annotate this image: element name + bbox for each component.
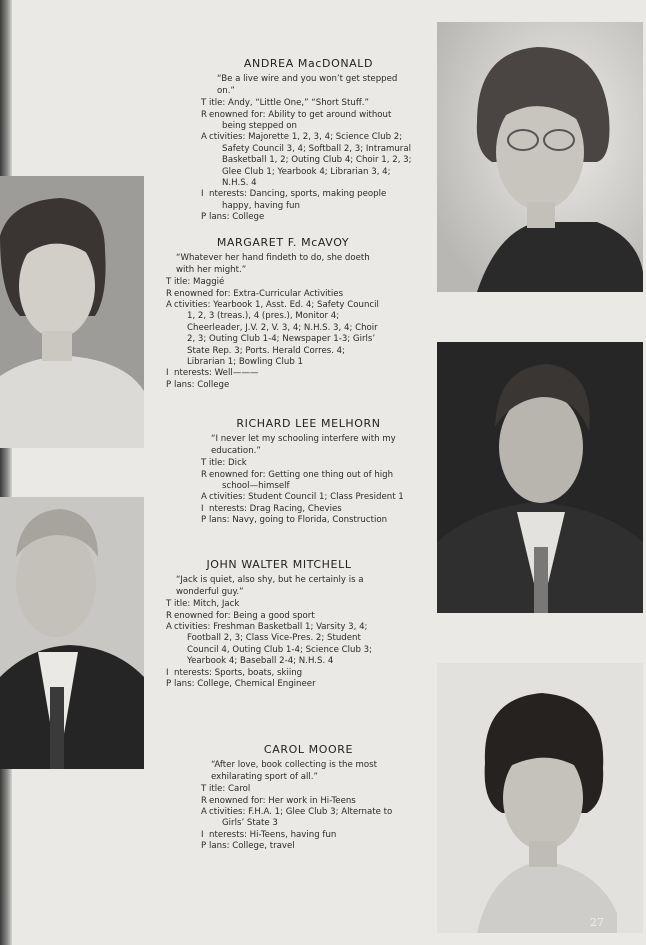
student-quote: “Be a live wire and you won’t get stepped on.” (217, 74, 398, 96)
page-number: 27 (590, 916, 604, 929)
entry-john-mitchell (166, 559, 382, 690)
field-title: T itle: Dick (201, 458, 247, 469)
student-name: ANDREA MacDONALD (243, 57, 374, 70)
student-name: JOHN WALTER MITCHELL (206, 558, 352, 571)
entry-andrea-macdonald (201, 58, 416, 224)
portrait-andrea-macdonald (437, 22, 643, 292)
student-quote: “Whatever her hand findeth to do, she doeth with her might.” (176, 253, 370, 275)
field-activities: A ctivities: Yearbook 1, Asst. Ed. 4; Safety Council 1, 2, 3 (treas.), 4 (pres.), Monitor 4; Cheerleader, J.V. 2, V. 3, 4; N.H.S. 3, 4; Choir 2, 3; Outing Club 1-4; Newspaper 1-3; Girls’ State Rep. 3; Ports. Herald Corres. 4; Librarian 1; Bowling Club 1 (166, 300, 379, 368)
student-name: MARGARET F. McAVOY (216, 236, 350, 249)
student-quote: “After love, book collecting is the most exhilarating sport of all.” (211, 760, 377, 782)
field-activities: A ctivities: Majorette 1, 2, 3, 4; Science Club 2; Safety Council 3, 4; Softball 2, 3; Intramural Basketball 1, 2; Outing Club 4; Choir 1, 2, 3; Glee Club 1; Yearbook 4; Librarian 3, 4; N.H.S. 4 (201, 132, 412, 189)
field-plans: P lans: College (166, 379, 230, 390)
field-interests: I nterests: Well——— (166, 368, 259, 379)
field-renowned: R enowned for: Getting one thing out of high school—himself (201, 469, 394, 492)
field-title: T itle: Carol (201, 784, 251, 795)
portrait-margaret-mcavoy (0, 176, 144, 448)
field-title: T itle: Maggié (166, 277, 225, 288)
field-renowned: R enowned for: Extra-Curricular Activities (166, 288, 344, 299)
field-interests: I nterests: Dancing, sports, making people happy, having fun (201, 189, 387, 211)
student-name: CAROL MOORE (263, 743, 354, 756)
portrait-carol-moore (437, 663, 643, 933)
field-activities: A ctivities: Freshman Basketball 1; Varsity 3, 4; Football 2, 3; Class Vice-Pres. 2; Student Council 4, Outing Club 1-4; Science Club 3; Yearbook 4; Baseball 2-4; N.H.S. 4 (166, 622, 373, 667)
field-interests: I nterests: Sports, boats, skiing (166, 667, 303, 678)
field-renowned: R enowned for: Her work in Hi-Teens (201, 795, 356, 806)
student-quote: “I never let my schooling interfere with my education.” (211, 434, 396, 456)
field-plans: P lans: College, travel (201, 841, 295, 852)
field-activities: A ctivities: F.H.A. 1; Glee Club 3; Alternate to Girls’ State 3 (201, 807, 393, 829)
field-interests: I nterests: Hi-Teens, having fun (201, 829, 337, 840)
field-activities: A ctivities: Student Council 1; Class President 1 (201, 492, 404, 503)
student-quote: “Jack is quiet, also shy, but he certainly is a wonderful guy.” (176, 575, 364, 597)
field-renowned: R enowned for: Being a good sport (166, 610, 315, 621)
portrait-richard-melhorn (437, 342, 643, 613)
entry-carol-moore (201, 744, 416, 853)
field-plans: P lans: College (201, 212, 265, 223)
field-title: T itle: Mitch, Jack (166, 599, 240, 610)
field-interests: I nterests: Drag Racing, Chevies (201, 503, 342, 514)
entry-richard-melhorn (201, 418, 416, 527)
field-plans: P lans: Navy, going to Florida, Construction (201, 515, 388, 526)
portrait-john-mitchell (0, 497, 144, 769)
field-plans: P lans: College, Chemical Engineer (166, 679, 316, 690)
field-title: T itle: Andy, “Little One,” “Short Stuff.” (201, 98, 369, 109)
student-name: RICHARD LEE MELHORN (236, 417, 381, 430)
book-spine-shadow (0, 0, 12, 945)
entry-margaret-mcavoy (166, 237, 382, 391)
field-renowned: R enowned for: Ability to get around without being stepped on (201, 109, 392, 132)
